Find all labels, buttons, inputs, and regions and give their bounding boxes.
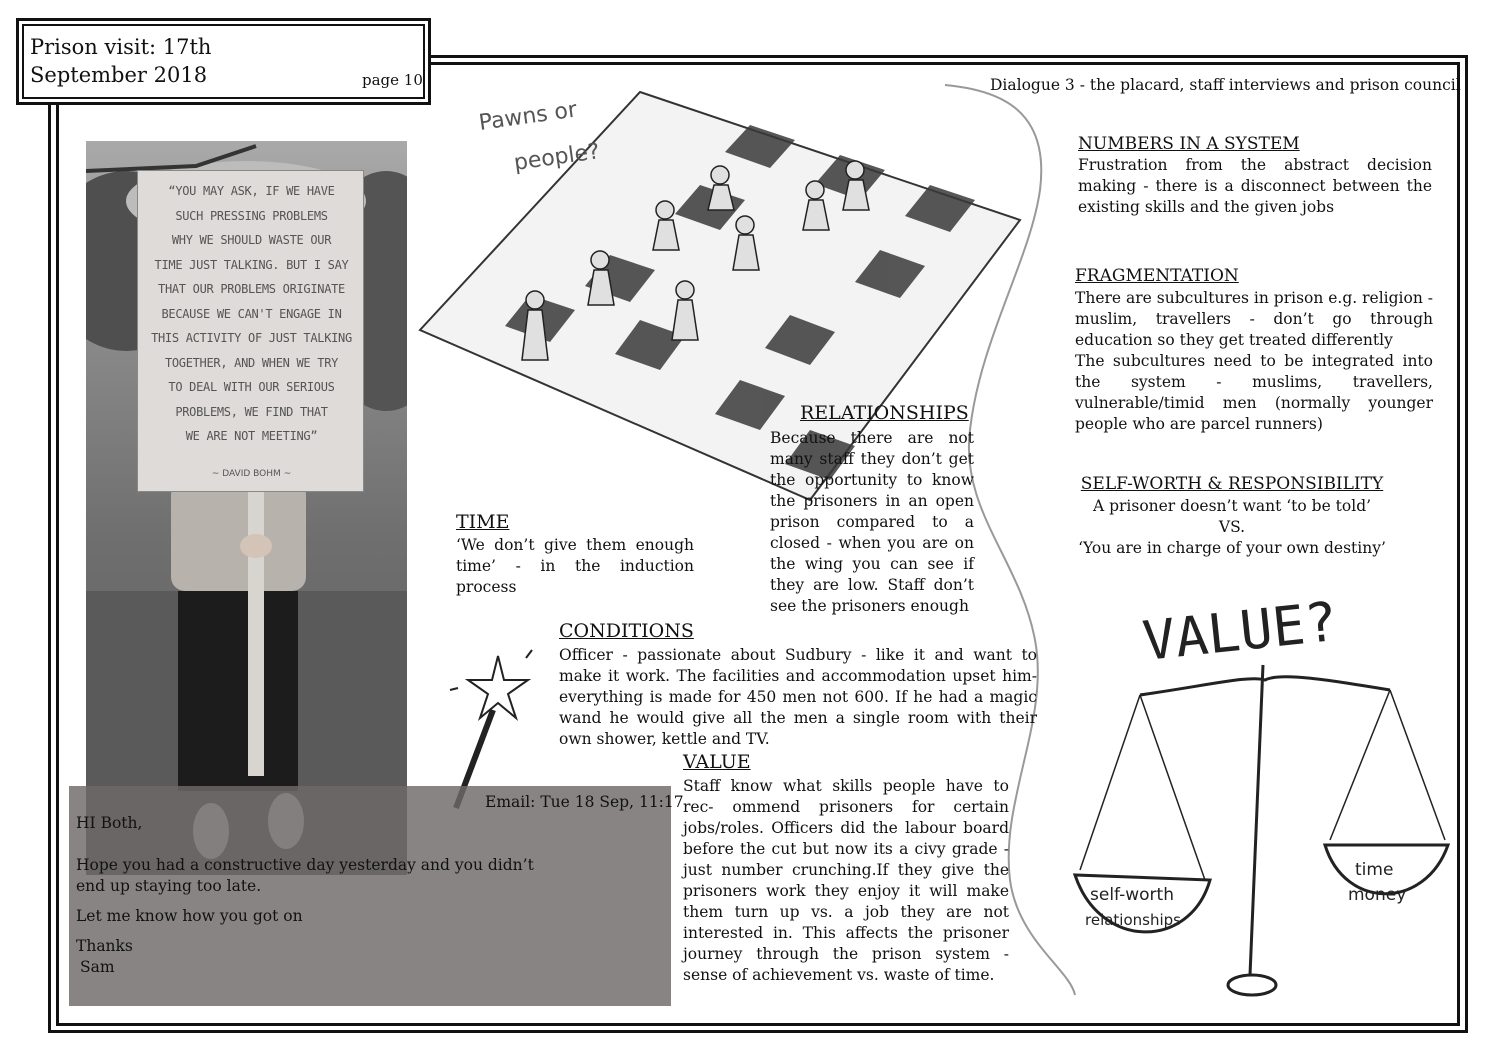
relationships-heading: RELATIONSHIPS [800, 402, 969, 424]
left-pan-line1: self-worth [1090, 885, 1174, 905]
placard-line: TO DEAL WITH OUR SERIOUS [168, 380, 335, 394]
chess-caption-line2: people? [512, 139, 602, 176]
relationships-text: Because there are not many staff they don’t get the opportunity to know the prisoners in an open prison compared to a closed - when you are on the wing you can see if they are low. Staff don’t see the prisoners enough [770, 429, 974, 615]
right-pan-line1: time [1355, 860, 1394, 880]
page-title: Prison visit: 17th September 2018 [30, 35, 212, 87]
scales-title: VALUE? [1139, 589, 1341, 673]
placard-board [137, 170, 364, 492]
placard-line: TIME JUST TALKING. BUT I SAY [154, 257, 349, 272]
placard-line: TOGETHER, AND WHEN WE TRY [164, 355, 339, 370]
right-pan-line2: money [1348, 885, 1407, 905]
value-text: Staff know what skills people have to rec- ommend prisoners for certain jobs/roles. Officers did the labour board before the cut but now its a civy grade - just number crunching.If they give the prisoners work they enjoy it will make them turn up vs. a job they are not interested in. This affects the prisoner journey through the prison system - sense of achievement vs. waste of time. [683, 777, 1009, 984]
email-paragraph-2: Let me know how you got on [76, 907, 303, 925]
page-number: page 10 [362, 71, 423, 89]
time-heading: TIME [456, 511, 510, 533]
selfworth-line-1: A prisoner doesn’t want ‘to be told’ [1092, 497, 1372, 515]
placard-author: ~ DAVID BOHM ~ [211, 469, 292, 479]
fragmentation-text-2: The subcultures need to be integrated into the system - muslims, travellers, vulnerable/timid men (normally younger people who are parcel runners) [1075, 352, 1433, 433]
placard-line: THIS ACTIVITY OF JUST TALKING [151, 331, 352, 345]
email-date: Email: Tue 18 Sep, 11:17 [485, 793, 684, 811]
numbers-text: Frustration from the abstract decision making - there is a disconnect between the existing skills and the given jobs [1078, 156, 1432, 216]
dialogue-subtitle: Dialogue 3 - the placard, staff interviews and prison council [990, 76, 1461, 94]
placard-line: PROBLEMS, WE FIND THAT [175, 404, 328, 419]
email-paragraph-1: Hope you had a constructive day yesterday and you didn’t end up staying too late. [76, 856, 534, 895]
time-text: ‘We don’t give them enough time’ - in the induction process [456, 536, 694, 596]
email-sender-name: Sam [80, 958, 115, 976]
placard-quote [138, 179, 365, 449]
fragmentation-heading: FRAGMENTATION [1075, 266, 1239, 286]
chess-caption-line1: Pawns or [477, 97, 579, 136]
placard-line: THAT OUR PROBLEMS ORIGINATE [158, 282, 345, 296]
placard-line: SUCH PRESSING PROBLEMS [175, 208, 328, 223]
value-heading: VALUE [683, 751, 751, 773]
numbers-heading: NUMBERS IN A SYSTEM [1078, 134, 1300, 154]
email-greeting: HI Both, [76, 814, 143, 832]
conditions-heading: CONDITIONS [559, 620, 694, 642]
selfworth-heading: SELF-WORTH & RESPONSIBILITY [1080, 474, 1384, 494]
conditions-text: Officer - passionate about Sudbury - like it and want to make it work. The facilities and accommodation upset him- everything is made for 450 men not 600. If he had a magic wand he would give all the men a single room with their own shower, kettle and TV. [559, 646, 1037, 748]
placard-line: BECAUSE WE CAN'T ENGAGE IN [161, 306, 342, 321]
fragmentation-text-1: There are subcultures in prison e.g. religion - muslim, travellers - don’t go through education so they get treated differently [1075, 289, 1433, 349]
placard-line: “YOU MAY ASK, IF WE HAVE [168, 184, 335, 198]
selfworth-line-3: ‘You are in charge of your own destiny’ [1078, 539, 1386, 557]
placard-line: WHY WE SHOULD WASTE OUR [171, 233, 332, 247]
selfworth-line-2: VS. [1218, 518, 1246, 536]
email-signoff: Thanks [76, 937, 133, 955]
left-pan-line2: relationships [1085, 911, 1181, 929]
balance-scales-sketch [1070, 580, 1460, 1010]
placard-line: WE ARE NOT MEETING” [185, 429, 318, 443]
